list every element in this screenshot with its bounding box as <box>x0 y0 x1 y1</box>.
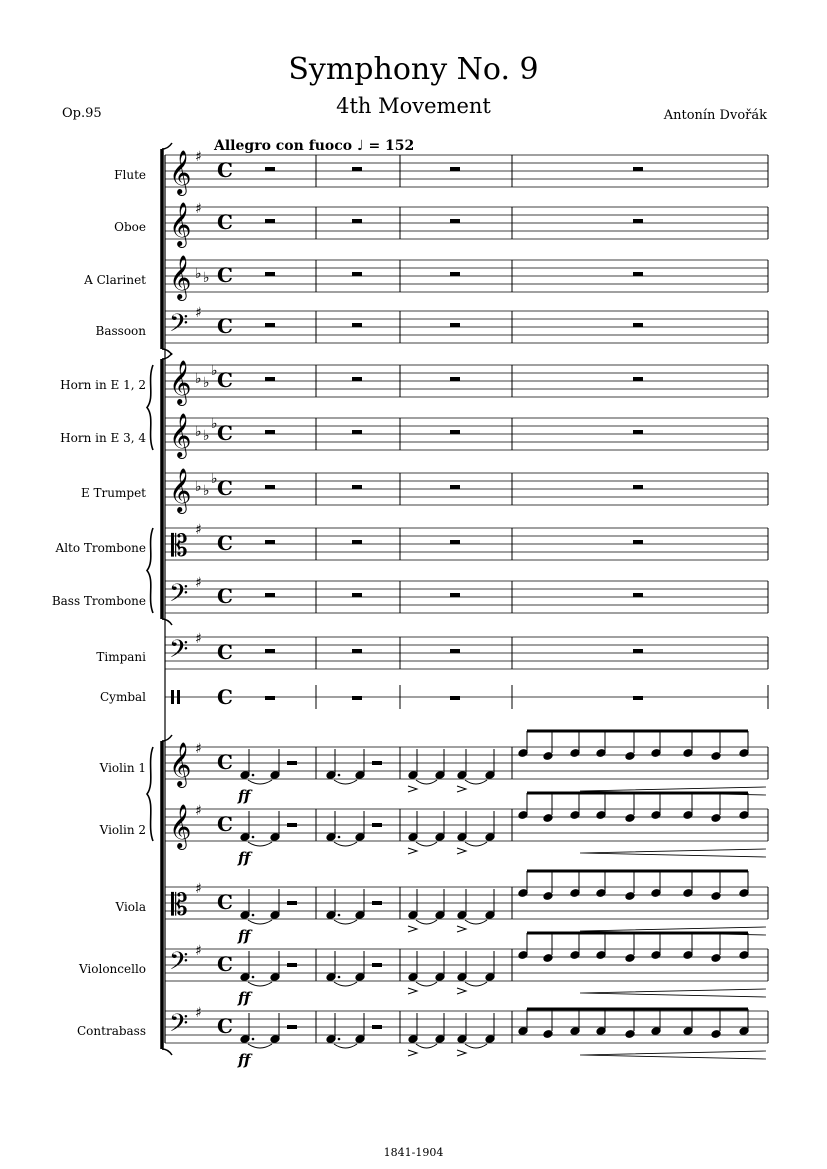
half-rest <box>287 901 297 905</box>
common-time-signature: C <box>217 584 233 608</box>
composer-name: Antonín Dvořák <box>663 108 767 123</box>
percussion-clef <box>171 690 174 704</box>
tie-arc <box>465 842 487 846</box>
accent-mark <box>408 786 417 792</box>
whole-rest <box>450 430 460 434</box>
flat-sign: ♭ <box>211 471 218 487</box>
whole-rest <box>352 272 362 276</box>
sharp-sign: ♯ <box>195 741 202 757</box>
treble-clef: 𝄞 <box>169 255 192 299</box>
instrument-label-violin-1: Violin 1 <box>99 761 146 775</box>
dynamic-ff: ff <box>238 787 251 805</box>
half-rest <box>372 901 382 905</box>
bracket-hook <box>162 619 172 625</box>
composer-dates: 1841-1904 <box>383 1146 444 1159</box>
whole-rest <box>265 485 275 489</box>
whole-rest <box>450 272 460 276</box>
half-rest <box>287 761 297 765</box>
sharp-sign: ♯ <box>195 575 202 591</box>
whole-rest <box>633 272 643 276</box>
whole-rest <box>633 593 643 597</box>
common-time-signature: C <box>217 685 233 709</box>
whole-rest <box>265 272 275 276</box>
treble-clef: 𝄞 <box>169 804 192 848</box>
instrument-label-alto-trombone: Alto Trombone <box>55 541 146 555</box>
flat-sign: ♭ <box>203 270 210 286</box>
flat-sign: ♭ <box>195 266 202 282</box>
common-time-signature: C <box>217 750 233 774</box>
flat-sign: ♭ <box>203 483 210 499</box>
flat-sign: ♭ <box>195 424 202 440</box>
half-rest <box>372 823 382 827</box>
note-dot <box>252 976 255 979</box>
accent-mark <box>457 848 466 854</box>
tie-arc <box>334 982 357 986</box>
whole-rest <box>265 323 275 327</box>
sharp-sign: ♯ <box>195 881 202 897</box>
note-dot <box>338 836 341 839</box>
whole-rest <box>352 377 362 381</box>
instrument-label-horn-3-4: Horn in E 3, 4 <box>60 431 146 445</box>
instrument-label-cymbal: Cymbal <box>99 690 146 704</box>
accent-mark <box>457 926 466 932</box>
common-time-signature: C <box>217 1014 233 1038</box>
score-subtitle: 4th Movement <box>336 94 491 118</box>
sharp-sign: ♯ <box>195 201 202 217</box>
accent-mark <box>408 988 417 994</box>
whole-rest <box>633 167 643 171</box>
tie-arc <box>248 1044 272 1048</box>
common-time-signature: C <box>217 158 233 182</box>
whole-rest <box>352 649 362 653</box>
note-dot <box>252 1038 255 1041</box>
tie-arc <box>416 920 437 924</box>
half-rest <box>287 1025 297 1029</box>
treble-clef: 𝄞 <box>169 360 192 404</box>
crescendo-hairpin <box>580 849 766 857</box>
whole-rest <box>352 540 362 544</box>
half-rest <box>372 1025 382 1029</box>
bass-clef: 𝄢 <box>169 309 189 344</box>
accent-mark <box>457 988 466 994</box>
tie-arc <box>416 780 437 784</box>
sharp-sign: ♯ <box>195 631 202 647</box>
instrument-label-bassoon: Bassoon <box>95 324 146 338</box>
note-dot <box>338 914 341 917</box>
whole-rest <box>633 377 643 381</box>
flat-sign: ♭ <box>211 416 218 432</box>
tie-arc <box>248 982 272 986</box>
treble-clef: 𝄞 <box>169 468 192 512</box>
common-time-signature: C <box>217 640 233 664</box>
crescendo-hairpin <box>580 1051 766 1059</box>
tie-arc <box>334 920 357 924</box>
common-time-signature: C <box>217 812 233 836</box>
tie-arc <box>334 842 357 846</box>
tie-arc <box>465 1044 487 1048</box>
common-time-signature: C <box>217 421 233 445</box>
whole-rest <box>633 696 643 700</box>
dynamic-ff: ff <box>238 849 251 867</box>
whole-rest <box>265 377 275 381</box>
bracket-hook <box>162 1049 172 1055</box>
whole-rest <box>352 323 362 327</box>
common-time-signature: C <box>217 263 233 287</box>
whole-rest <box>265 649 275 653</box>
whole-rest <box>265 593 275 597</box>
instrument-label-violoncello: Violoncello <box>78 962 146 976</box>
accent-mark <box>408 926 417 932</box>
sharp-sign: ♯ <box>195 305 202 321</box>
whole-rest <box>450 649 460 653</box>
instrument-label-trumpet: E Trumpet <box>80 486 146 500</box>
staff-brace <box>147 528 153 613</box>
common-time-signature: C <box>217 368 233 392</box>
whole-rest <box>352 167 362 171</box>
half-rest <box>287 823 297 827</box>
accent-mark <box>457 786 466 792</box>
whole-rest <box>265 219 275 223</box>
whole-rest <box>450 593 460 597</box>
instrument-label-violin-2: Violin 2 <box>99 823 146 837</box>
whole-rest <box>450 377 460 381</box>
flat-sign: ♭ <box>195 371 202 387</box>
whole-rest <box>265 696 275 700</box>
bass-clef: 𝄢 <box>169 1009 189 1044</box>
whole-rest <box>352 219 362 223</box>
whole-rest <box>450 485 460 489</box>
treble-clef: 𝄞 <box>169 150 192 194</box>
whole-rest <box>352 485 362 489</box>
whole-rest <box>633 323 643 327</box>
instrument-label-horn-1-2: Horn in E 1, 2 <box>60 378 146 392</box>
staff-brace <box>147 747 153 841</box>
bracket-hook <box>162 353 172 359</box>
sharp-sign: ♯ <box>195 1005 202 1021</box>
note-dot <box>338 1038 341 1041</box>
tie-arc <box>465 920 487 924</box>
half-rest <box>287 963 297 967</box>
instrument-label-bass-trombone: Bass Trombone <box>51 594 146 608</box>
instrument-label-clarinet: A Clarinet <box>84 273 146 287</box>
opus-number: Op.95 <box>62 106 102 121</box>
common-time-signature: C <box>217 890 233 914</box>
flat-sign: ♭ <box>203 375 210 391</box>
staff-brace <box>147 365 153 450</box>
note-dot <box>252 914 255 917</box>
tie-arc <box>416 1044 437 1048</box>
half-rest <box>372 761 382 765</box>
instrument-label-timpani: Timpani <box>96 650 146 664</box>
instrument-label-viola: Viola <box>115 900 146 914</box>
note-dot <box>338 774 341 777</box>
sharp-sign: ♯ <box>195 943 202 959</box>
note-dot <box>338 976 341 979</box>
half-rest <box>372 963 382 967</box>
note-dot <box>252 774 255 777</box>
whole-rest <box>633 649 643 653</box>
whole-rest <box>633 540 643 544</box>
instrument-label-contrabass: Contrabass <box>77 1024 146 1038</box>
whole-rest <box>633 430 643 434</box>
dynamic-ff: ff <box>238 927 251 945</box>
dynamic-ff: ff <box>238 1051 251 1069</box>
whole-rest <box>450 219 460 223</box>
tie-arc <box>465 780 487 784</box>
whole-rest <box>450 323 460 327</box>
sharp-sign: ♯ <box>195 149 202 165</box>
flat-sign: ♭ <box>195 479 202 495</box>
tie-arc <box>465 982 487 986</box>
alto-clef: 𝄡 <box>171 888 188 923</box>
treble-clef: 𝄞 <box>169 742 192 786</box>
common-time-signature: C <box>217 531 233 555</box>
score-title: Symphony No. 9 <box>288 52 539 87</box>
flat-sign: ♭ <box>211 363 218 379</box>
accent-mark <box>408 1050 417 1056</box>
common-time-signature: C <box>217 952 233 976</box>
accent-mark <box>457 1050 466 1056</box>
whole-rest <box>265 430 275 434</box>
alto-clef: 𝄡 <box>171 529 188 564</box>
note-dot <box>252 836 255 839</box>
instrument-label-oboe: Oboe <box>114 220 146 234</box>
tempo-marking: Allegro con fuoco ♩ = 152 <box>214 138 415 154</box>
tie-arc <box>248 842 272 846</box>
whole-rest <box>352 430 362 434</box>
tie-arc <box>334 1044 357 1048</box>
flat-sign: ♭ <box>203 428 210 444</box>
bass-clef: 𝄢 <box>169 579 189 614</box>
tie-arc <box>248 920 272 924</box>
accent-mark <box>408 848 417 854</box>
whole-rest <box>633 485 643 489</box>
whole-rest <box>352 593 362 597</box>
tie-arc <box>416 982 437 986</box>
bass-clef: 𝄢 <box>169 947 189 982</box>
tie-arc <box>248 780 272 784</box>
bass-clef: 𝄢 <box>169 635 189 670</box>
whole-rest <box>633 219 643 223</box>
dynamic-ff: ff <box>238 989 251 1007</box>
common-time-signature: C <box>217 476 233 500</box>
crescendo-hairpin <box>580 989 766 997</box>
common-time-signature: C <box>217 314 233 338</box>
treble-clef: 𝄞 <box>169 202 192 246</box>
whole-rest <box>450 540 460 544</box>
whole-rest <box>265 167 275 171</box>
treble-clef: 𝄞 <box>169 413 192 457</box>
bracket-hook <box>162 735 172 741</box>
instrument-label-flute: Flute <box>114 168 146 182</box>
whole-rest <box>450 167 460 171</box>
whole-rest <box>450 696 460 700</box>
bracket-hook <box>162 143 172 149</box>
whole-rest <box>265 540 275 544</box>
common-time-signature: C <box>217 210 233 234</box>
whole-rest <box>352 696 362 700</box>
sharp-sign: ♯ <box>195 803 202 819</box>
sharp-sign: ♯ <box>195 522 202 538</box>
tie-arc <box>334 780 357 784</box>
percussion-clef <box>177 690 180 704</box>
tie-arc <box>416 842 437 846</box>
